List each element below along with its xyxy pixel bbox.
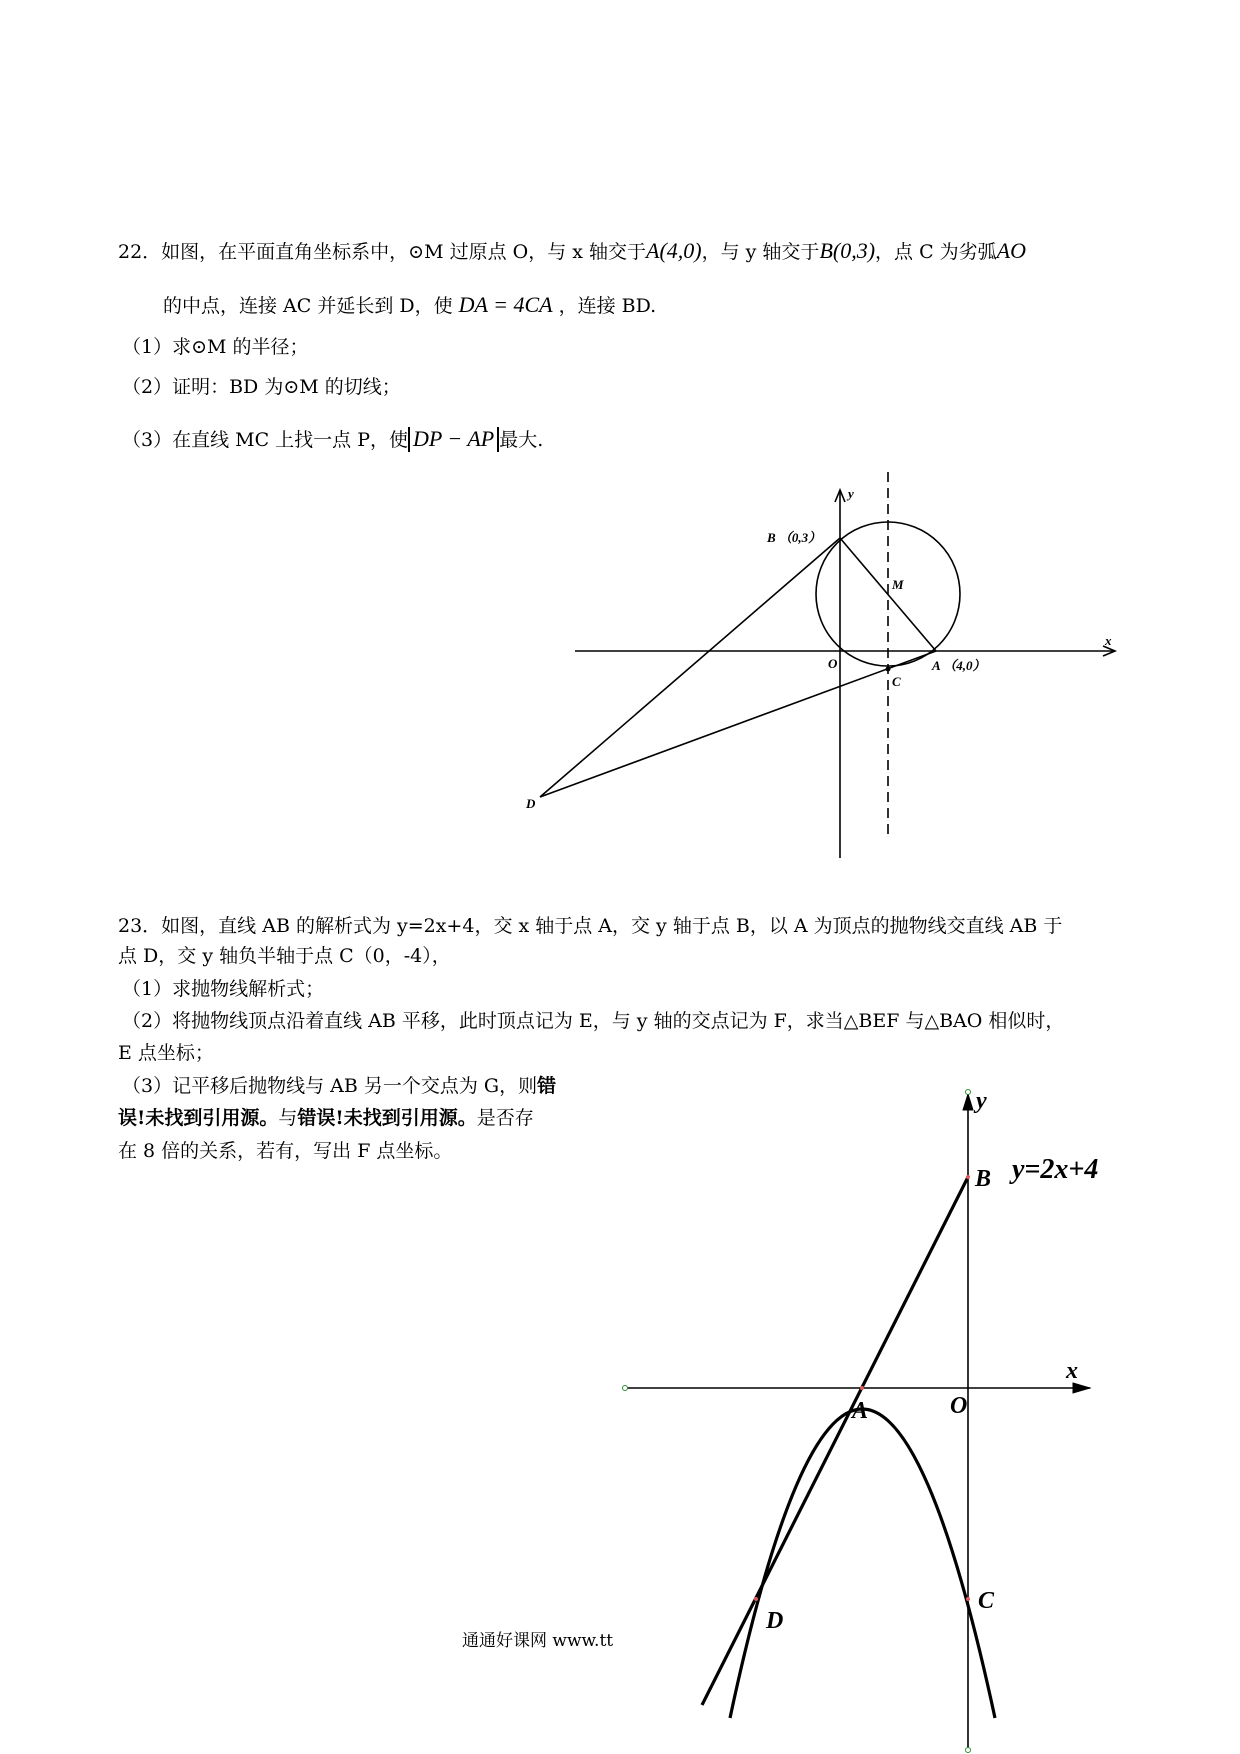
label-a: A （4,0） xyxy=(932,658,986,673)
label-y: y xyxy=(848,486,854,501)
label-y: y xyxy=(976,1088,987,1114)
label-d: D xyxy=(526,796,536,811)
label-o: O xyxy=(828,656,838,671)
q22-text: （3）在直线 MC 上找一点 P，使 xyxy=(122,429,408,451)
label-b: B （0,3） xyxy=(767,530,822,545)
label-x: x xyxy=(1066,1358,1078,1384)
y-axis-end-dot xyxy=(966,1748,971,1753)
error-text: 错误!未找到引用源。 xyxy=(297,1107,477,1129)
footer-watermark: 通通好课网 www.tt xyxy=(462,1631,614,1651)
error-text: 错 xyxy=(537,1075,557,1097)
parabola xyxy=(730,1409,995,1718)
label-c: C xyxy=(978,1588,995,1614)
point-c-dot xyxy=(966,1597,970,1601)
q22-text: ，与 y 轴交于 xyxy=(701,241,820,263)
arc-ao: AO xyxy=(996,238,1026,263)
label-b: B xyxy=(975,1166,992,1192)
point-b-dot xyxy=(966,1175,970,1179)
q23-text: 与 xyxy=(278,1107,298,1129)
label-o: O xyxy=(950,1393,968,1419)
x-axis-arrow xyxy=(1073,1383,1090,1393)
q23-sub2b: E 点坐标； xyxy=(118,1042,214,1064)
q23-sub3-line3: 在 8 倍的关系，若有，写出 F 点坐标。 xyxy=(118,1140,453,1162)
q22-text: 22．如图，在平面直角坐标系中，⊙M 过原点 O，与 x 轴交于 xyxy=(118,241,647,263)
q22-sub1: （1）求⊙M 的半径； xyxy=(122,336,309,358)
q23-sub2: （2）将抛物线顶点沿着直线 AB 平移，此时顶点记为 E，与 y 轴的交点记为 F，求当△BEF 与△BAO 相似时， xyxy=(122,1010,1065,1032)
label-equation: y=2x+4 xyxy=(1012,1154,1099,1185)
line-y2x4 xyxy=(702,1177,968,1705)
abs-expression: DP − AP xyxy=(412,426,495,451)
point-a-coord: A(4,0) xyxy=(646,238,702,263)
label-x: x xyxy=(1105,633,1112,648)
label-c: C xyxy=(892,674,901,689)
q22-equation: DA = 4CA xyxy=(458,292,553,317)
label-a: A xyxy=(852,1398,869,1424)
x-axis-end-dot xyxy=(623,1386,628,1391)
label-d: D xyxy=(766,1608,784,1634)
q22-text: 最大. xyxy=(499,429,544,451)
q22-text: ，连接 BD. xyxy=(558,295,657,317)
q23-text: （3）记平移后抛物线与 AB 另一个交点为 G，则 xyxy=(122,1075,538,1097)
error-text: 误!未找到引用源。 xyxy=(118,1107,279,1129)
q22-text: 的中点，连接 AC 并延长到 D，使 xyxy=(163,295,453,317)
q22-sub2: （2）证明：BD 为⊙M 的切线； xyxy=(122,376,401,398)
point-d-dot xyxy=(754,1597,758,1601)
q23-sub1: （1）求抛物线解析式； xyxy=(122,978,325,1000)
point-b-coord: B(0,3) xyxy=(819,238,876,263)
q22-text: ，点 C 为劣弧 xyxy=(875,241,997,263)
point-a-dot xyxy=(860,1386,864,1390)
q23-line1: 23．如图，直线 AB 的解析式为 y=2x+4，交 x 轴于点 A，交 y 轴于点 B，以 A 为顶点的抛物线交直线 AB 于 xyxy=(118,915,1063,937)
q23-line2: 点 D，交 y 轴负半轴于点 C（0，-4）， xyxy=(118,945,451,967)
q23-text: 是否存 xyxy=(476,1107,534,1129)
y-axis-arrow xyxy=(963,1094,973,1110)
label-m: M xyxy=(892,577,904,592)
y-axis-end-dot xyxy=(966,1090,971,1095)
